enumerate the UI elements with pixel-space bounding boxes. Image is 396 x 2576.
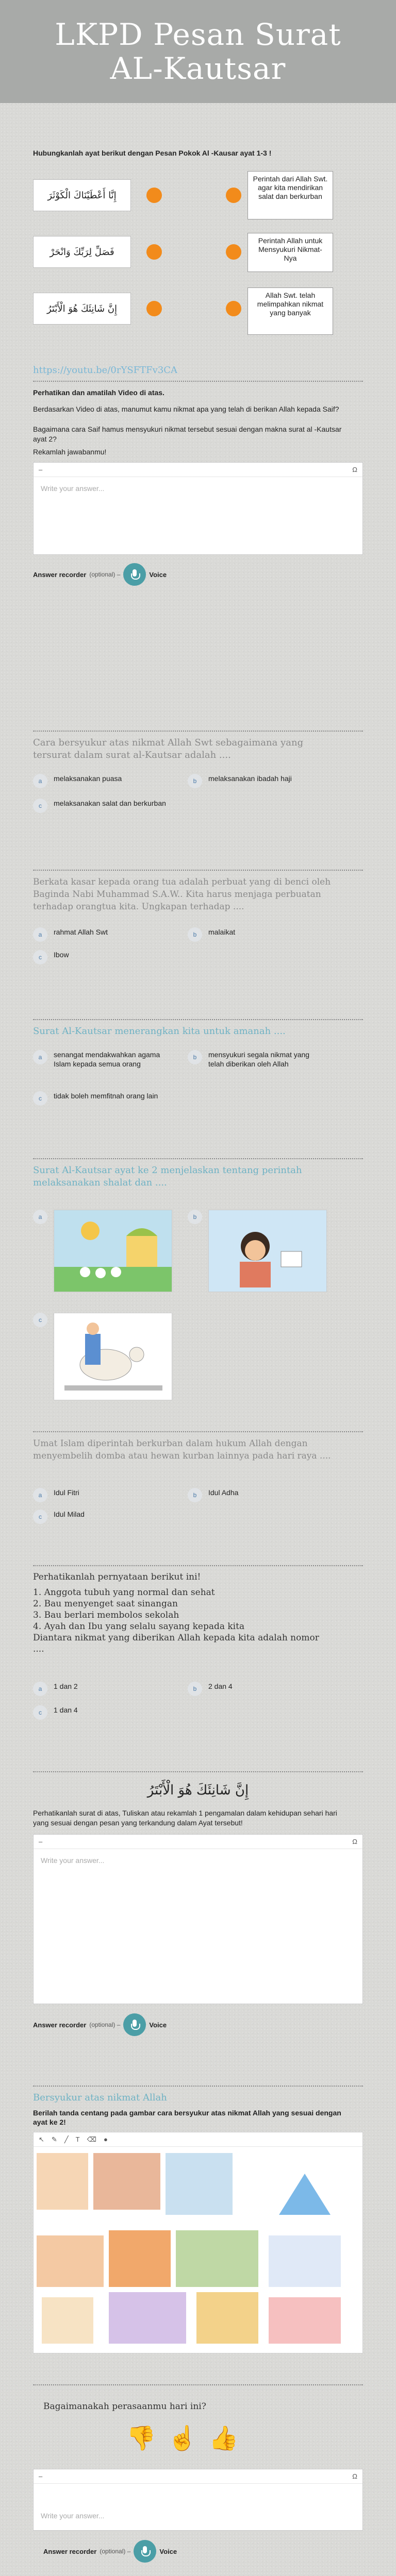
question-8-text: Perhatikanlah surat di atas, Tuliskan atau rekamlah 1 pengamalan dalam kehidupan sehari hari yang sesuai dengan pesan yang terkandung dalam Ayat tersebut! (33, 1809, 337, 1827)
q3-choice-a[interactable]: a rahmat Allah Swt (33, 927, 167, 942)
question-2 (33, 731, 363, 870)
q6-choice-b[interactable]: b Idul Adha (188, 1488, 322, 1502)
omega-icon[interactable]: Ω (352, 1838, 357, 1845)
answer-textarea-2[interactable] (33, 1834, 363, 2004)
statement-question: Diantara nikmat yang diberikan Allah kepada kita adalah nomor .... (33, 1633, 319, 1654)
gratitude-pictures (37, 2153, 346, 2349)
textarea-toolbar (34, 463, 362, 477)
video-link[interactable]: https://youtu.be/0rYSFTFv3CA (33, 365, 178, 376)
q4-choice-b[interactable]: b mensyukuri segala nikmat yang telah diberikan oleh Allah (188, 1050, 322, 1069)
question-6 (33, 1431, 363, 1565)
dash-icon[interactable]: – (39, 1838, 43, 1845)
question-5-text: Surat Al-Kautsar ayat ke 2 menjelaskan tentang perintah melaksanakan shalat dan .... (33, 1165, 302, 1188)
q3-choice-c[interactable]: c Ibow (33, 950, 167, 964)
match-row-3 (33, 282, 342, 339)
question-7-list (33, 1587, 363, 1655)
microphone-icon[interactable] (123, 2013, 146, 2036)
recorder-label: Answer recorder (33, 570, 87, 579)
mosque-scene-illustration (54, 1210, 172, 1292)
picture-eid-prayer[interactable] (54, 1210, 172, 1292)
pen-icon[interactable]: ✎ (51, 2135, 57, 2143)
q4-choice-c[interactable]: c tidak boleh memfitnah orang lain (33, 1091, 167, 1106)
video-heading: Perhatikan dan amatilah Video di atas. (33, 388, 164, 397)
match-dot-left-2[interactable] (146, 244, 162, 260)
question-8-arabic: إِنَّ شَانِئَكَ هُوَ الْأَبْتَرُ (147, 1783, 249, 1798)
match-row-1 (33, 169, 342, 226)
answer-placeholder: Write your answer... (41, 484, 105, 493)
thumbs-down-icon[interactable]: 👎 (126, 2424, 156, 2451)
question-3 (33, 870, 363, 1019)
question-7-heading: Perhatikanlah pernyataan berikut ini! (33, 1572, 201, 1582)
q2-choice-b[interactable]: b melaksanakan ibadah haji (188, 774, 342, 788)
arabic-card-3[interactable]: إِنَّ شَانِئَكَ هُوَ الْأَبْتَرُ (33, 293, 131, 325)
microphone-icon[interactable] (123, 563, 146, 586)
statement-1: 1. Anggota tubuh yang normal dan sehat (33, 1587, 215, 1598)
answer-recorder-3: Answer recorder (optional) – Voice (43, 2540, 363, 2563)
question-7 (33, 1565, 363, 1771)
answer-textarea-1[interactable] (33, 462, 363, 555)
q2-choice-c[interactable]: c melaksanakan salat dan berkurban (33, 799, 177, 813)
q5-choice-a[interactable]: a (33, 1210, 47, 1224)
match-dot-right-2[interactable] (226, 244, 241, 260)
drawing-canvas[interactable] (33, 2132, 363, 2353)
line-icon[interactable]: ╱ (64, 2135, 69, 2143)
drawing-toolbar (34, 2132, 362, 2147)
q4-choice-a[interactable]: a senangat mendakwahkan agama Islam kepada semua orang (33, 1050, 167, 1069)
dash-icon[interactable]: – (39, 466, 43, 473)
microphone-icon[interactable] (134, 2540, 156, 2563)
match-dot-left-1[interactable] (146, 188, 162, 203)
meaning-card-2[interactable]: Perintah Allah untuk Mensyukuri Nikmat-Nya (248, 233, 333, 272)
pointer-icon[interactable]: ↖ (39, 2135, 44, 2143)
question-9-heading: Bersyukur atas nikmat Allah (33, 2092, 167, 2103)
eraser-icon[interactable]: ⌫ (87, 2135, 96, 2143)
q6-choice-a[interactable]: a Idul Fitri (33, 1488, 167, 1502)
q7-choice-b[interactable]: b 2 dan 4 (188, 1682, 322, 1696)
answer-label: Rekamlah jawabanmu! (33, 448, 107, 456)
page-title: LKPD Pesan Surat AL-Kautsar (55, 17, 341, 86)
option-bubble-c: c (33, 799, 47, 813)
option-bubble-a: a (33, 774, 47, 788)
q2-choice-a[interactable]: a melaksanakan puasa (33, 774, 177, 788)
omega-icon[interactable]: Ω (352, 2472, 357, 2480)
q6-choice-c[interactable]: c Idul Milad (33, 1510, 167, 1524)
dash-icon[interactable]: – (39, 2472, 43, 2480)
recorder-optional: (optional) – (89, 571, 121, 578)
picture-sacrifice[interactable] (54, 1313, 172, 1400)
color-icon[interactable]: ● (103, 2136, 108, 2143)
question-4 (33, 1019, 363, 1158)
match-row-2 (33, 226, 342, 282)
matching-instruction: Hubungkanlah ayat berikut dengan Pesan Pokok Al -Kausar ayat 1-3 ! (33, 149, 272, 157)
statement-2: 2. Bau menyenget saat sinangan (33, 1599, 178, 1609)
question-10-text: Bagaimanakah perasaanmu hari ini? (43, 2401, 206, 2412)
q7-choice-a[interactable]: a 1 dan 2 (33, 1682, 167, 1696)
video-question-section (33, 365, 363, 731)
statement-3: 3. Bau berlari membolos sekolah (33, 1610, 179, 1620)
statement-4: 4. Ayah dan Ibu yang selalu sayang kepada kita (33, 1621, 245, 1632)
question-4-text: Surat Al-Kautsar menerangkan kita untuk amanah .... (33, 1026, 286, 1037)
q5-choice-b[interactable]: b (188, 1210, 202, 1224)
voice-label: Voice (149, 570, 167, 579)
arabic-card-1[interactable]: إِنَّا أَعْطَيْنَاكَ الْكَوْثَرَ (33, 179, 131, 211)
meaning-card-3[interactable]: Allah Swt. telah melimpahkan nikmat yang banyak (248, 287, 333, 335)
question-5 (33, 1158, 363, 1431)
omega-icon[interactable]: Ω (352, 466, 357, 473)
question-8 (33, 1771, 363, 2086)
matching-section (33, 148, 363, 365)
title-banner (0, 0, 396, 103)
question-3-text: Berkata kasar kepada orang tua adalah perbuat yang di benci oleh Baginda Nabi Muhammad S.A.W.. Kita harus menjaga perbuatan terhadap orangtua kita. Ungkapan terhadap .... (33, 877, 331, 912)
answer-placeholder: Write your answer... (41, 1856, 105, 1865)
q3-choice-b[interactable]: b malaikat (188, 927, 322, 942)
picture-reading[interactable] (208, 1210, 327, 1292)
arabic-card-2[interactable]: فَصَلِّ لِرَبِّكَ وَانْحَرْ (33, 236, 131, 268)
match-dot-left-3[interactable] (146, 301, 162, 316)
answer-placeholder: Write your answer... (41, 2512, 105, 2520)
option-bubble-b: b (188, 774, 202, 788)
question-9-text: Berilah tanda centang pada gambar cara bersyukur atas nikmat Allah yang sesuai dengan ayat ke 2! (33, 2109, 341, 2126)
thumbs-up-icon[interactable]: 👍 (209, 2424, 239, 2451)
match-dot-right-3[interactable] (226, 301, 241, 316)
text-icon[interactable]: T (75, 2136, 80, 2143)
question-2-text: Cara bersyukur atas nikmat Allah Swt sebagaimana yang tersurat dalam surat al-Kautsar adalah .... (33, 737, 304, 760)
q7-choice-c[interactable]: c 1 dan 4 (33, 1705, 167, 1720)
video-question-1: Berdasarkan Video di atas, manumut kamu nikmat apa yang telah di berikan Allah kepada Saif? (33, 405, 339, 413)
answer-textarea-3[interactable] (33, 2469, 363, 2531)
question-6-text: Umat Islam diperintah berkurban dalam hukum Allah dengan menyembelih domba atau hewan kurban lainnya pada hari raya .... (33, 1438, 331, 1461)
question-9 (33, 2086, 363, 2384)
pointing-hand-icon[interactable]: ☝ (168, 2424, 197, 2451)
match-dot-right-1[interactable] (226, 188, 241, 203)
answer-recorder (33, 563, 363, 586)
video-question-2: Bagaimana cara Saif hamus mensyukuri nikmat tersebut sesuai dengan makna surat al -Kautsar ayat 2? (33, 425, 342, 443)
q5-choice-c[interactable]: c (33, 1313, 47, 1327)
answer-recorder-2: Answer recorder (optional) – Voice (33, 2013, 363, 2036)
feeling-options (33, 2412, 363, 2464)
meaning-card-1[interactable]: Perintah dari Allah Swt. agar kita mendirikan salat dan berkurban (248, 171, 333, 219)
question-10 (33, 2384, 363, 2576)
